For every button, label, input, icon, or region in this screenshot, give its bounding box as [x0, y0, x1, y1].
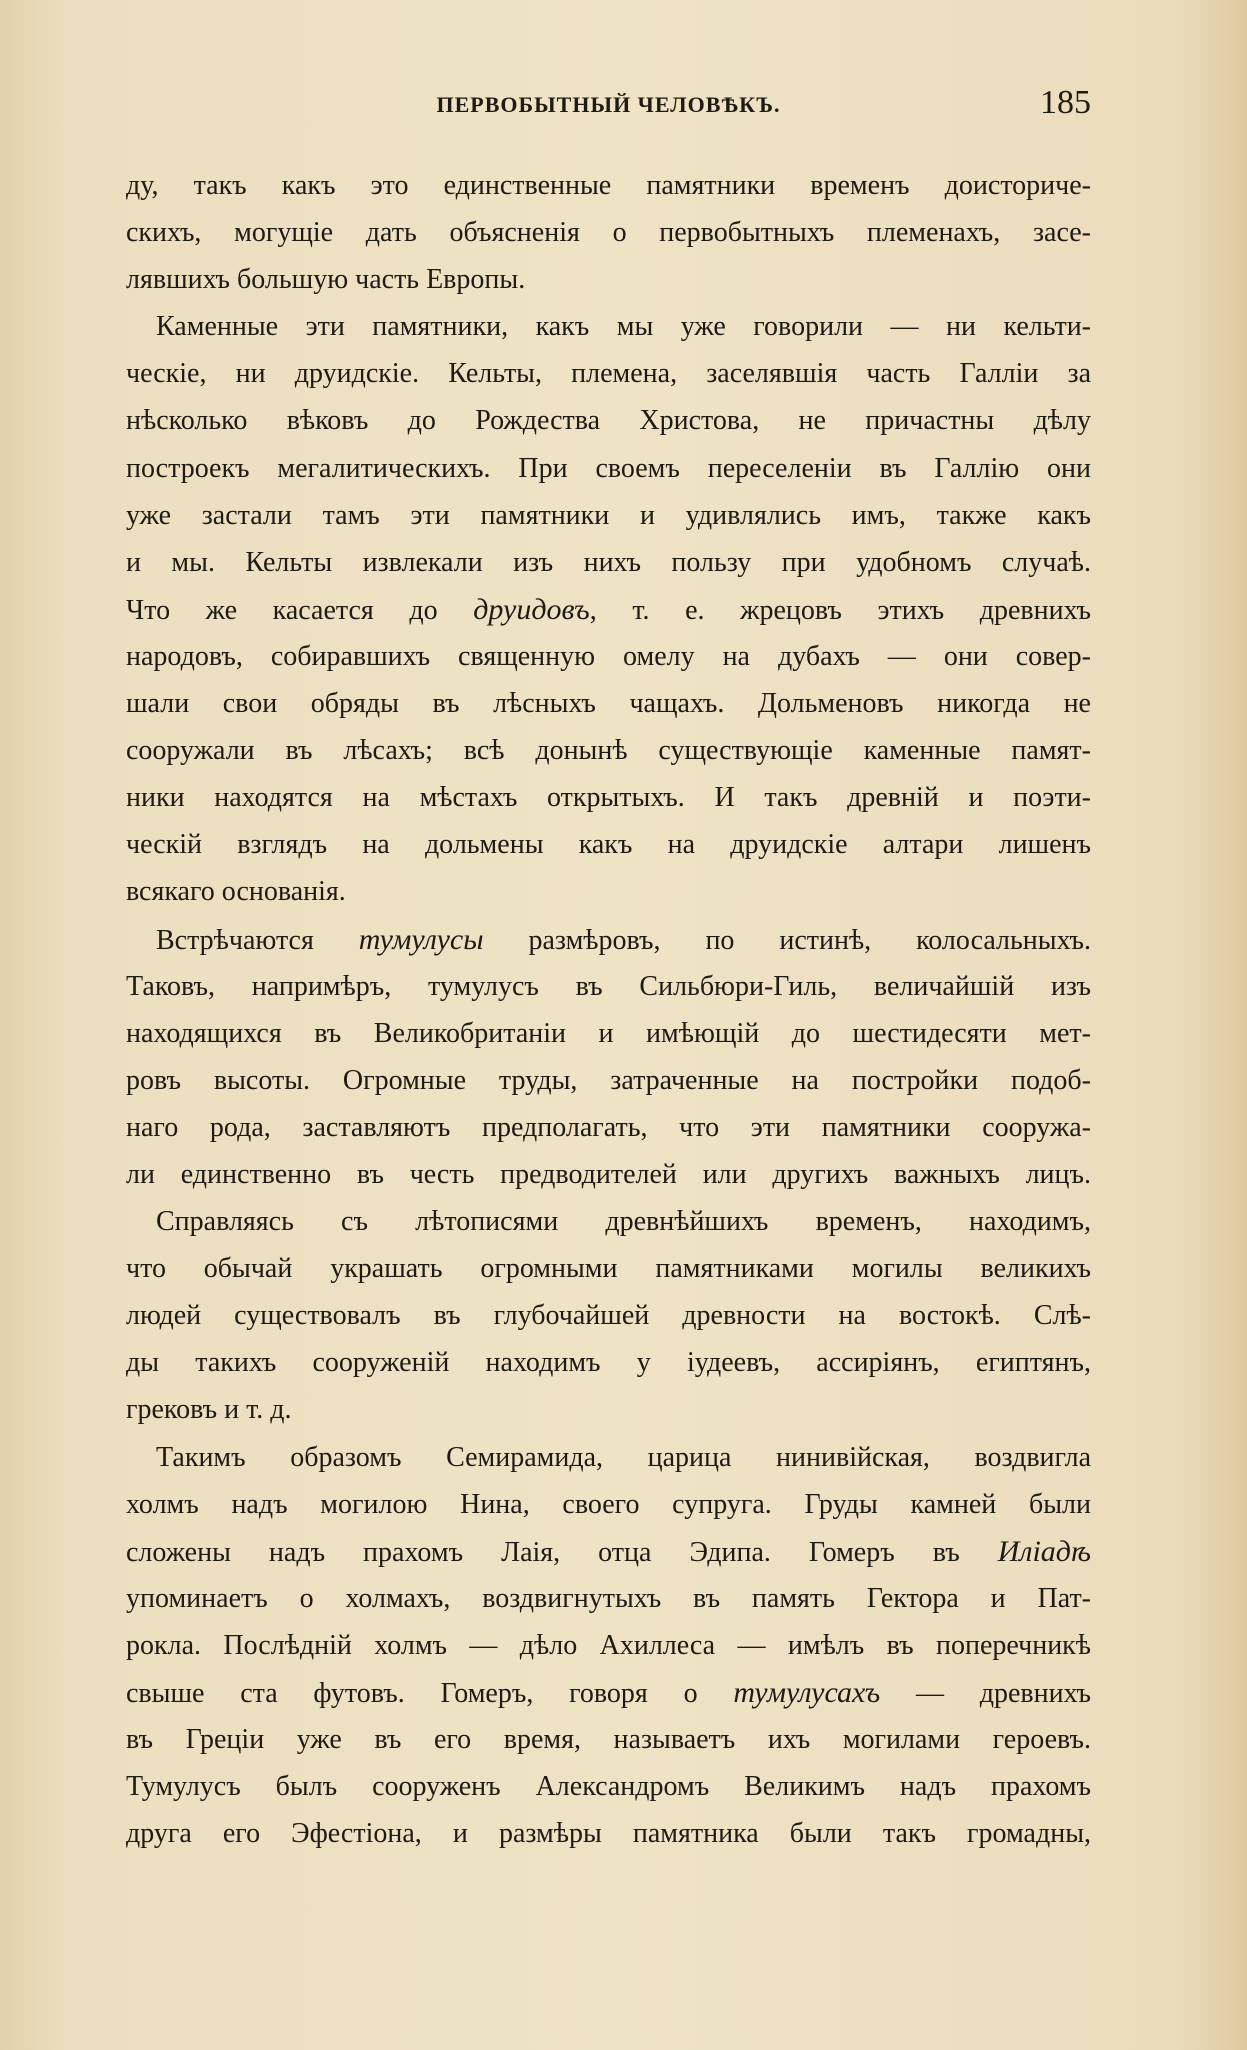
text-line: нѣсколько вѣковъ до Рождества Христова, не причастны дѣлу	[126, 405, 1091, 437]
body-text	[126, 162, 1091, 1857]
running-title: ПЕРВОБЫТНЫЙ ЧЕЛОВѢКЪ.	[436, 92, 781, 117]
text-line	[126, 916, 1091, 963]
text-line: лявшихъ большую часть Европы.	[126, 264, 526, 296]
text-segment: Встрѣчаются	[156, 924, 359, 956]
text-line: наго рода, заставляютъ предполагать, что эти памятники сооружа-	[126, 1111, 1091, 1143]
text-line: ли единственно въ честь предводителей или другихъ важныхъ лицъ.	[126, 1158, 1091, 1190]
text-line: людей существовалъ въ глубочайшей древности на востокѣ. Слѣ-	[126, 1300, 1091, 1332]
text-line: ческій взглядъ на дольмены какъ на друидскіе алтари лишенъ	[126, 829, 1091, 861]
text-line: скихъ, могущіе дать объясненія о первобытныхъ племенахъ, засе-	[126, 217, 1091, 249]
text-line: и мы. Кельты извлекали изъ нихъ пользу при удобномъ случаѣ.	[126, 546, 1091, 578]
italic-term: тумулусахъ	[733, 1676, 881, 1709]
text-line: рокла. Послѣдній холмъ — дѣло Ахиллеса — имѣлъ въ поперечникѣ	[126, 1629, 1091, 1661]
page-header	[126, 82, 1091, 132]
text-line: ды такихъ сооруженій находимъ у іудеевъ, ассиріянъ, египтянъ,	[126, 1347, 1091, 1379]
text-segment: Что же касается до	[126, 594, 474, 626]
text-line: холмъ надъ могилою Нина, своего супруга. Груды камней были	[126, 1488, 1091, 1520]
text-line: Тумулусъ былъ сооруженъ Александромъ Великимъ надъ прахомъ	[126, 1771, 1091, 1803]
text-segment: размѣровъ, по истинѣ, колосальныхъ.	[483, 924, 1091, 956]
text-line: ческіе, ни друидскіе. Кельты, племена, заселявшія часть Галліи за	[126, 358, 1091, 390]
text-segment: свыше ста футовъ. Гомеръ, говоря о	[126, 1678, 734, 1709]
text-line: упоминаетъ о холмахъ, воздвигнутыхъ въ память Гектора и Пат-	[126, 1582, 1091, 1614]
text-line: шали свои обряды въ лѣсныхъ чащахъ. Дольменовъ никогда не	[126, 688, 1091, 720]
text-line: уже застали тамъ эти памятники и удивлялись имъ, также какъ	[126, 499, 1091, 531]
text-line: грековъ и т. д.	[126, 1394, 292, 1426]
text-line: ровъ высоты. Огромные труды, затраченные на постройки подоб-	[126, 1064, 1091, 1096]
italic-term: Иліадѣ	[997, 1534, 1091, 1568]
text-line: всякаго основанія.	[126, 876, 346, 908]
text-segment: — древнихъ	[880, 1678, 1091, 1709]
text-line: въ Греціи уже въ его время, называетъ ихъ могилами героевъ.	[126, 1724, 1091, 1756]
text-line	[126, 586, 1091, 633]
text-line: ники находятся на мѣстахъ открытыхъ. И такъ древній и поэти-	[126, 782, 1091, 814]
text-line: ду, такъ какъ это единственные памятники временъ доисториче-	[126, 170, 1091, 201]
text-line: Справляясь съ лѣтописями древнѣйшихъ временъ, находимъ,	[156, 1206, 1091, 1238]
text-line: народовъ, собиравшихъ священную омелу на дубахъ — они совер-	[126, 640, 1091, 672]
text-line	[126, 1669, 1091, 1716]
text-line	[126, 1528, 1091, 1575]
text-segment: , т. е. жрецовъ этихъ древнихъ	[589, 594, 1091, 626]
text-line: друга его Эфестіона, и размѣры памятника были такъ громадны,	[126, 1818, 1091, 1850]
italic-term: друидовъ	[473, 592, 590, 626]
page-number: 185	[1040, 84, 1091, 121]
text-line: что обычай украшать огромными памятниками могилы великихъ	[126, 1253, 1091, 1285]
italic-term: тумулусы	[358, 922, 484, 956]
text-line: построекъ мегалитическихъ. При своемъ переселеніи въ Галлію они	[126, 452, 1091, 484]
text-line: Такимъ образомъ Семирамида, царица нинивійская, воздвигла	[156, 1441, 1091, 1473]
text-segment: сложены надъ прахомъ Лаія, отца Эдипа. Гомеръ въ	[126, 1536, 998, 1568]
text-line: находящихся въ Великобританіи и имѣющій до шестидесяти мет-	[126, 1017, 1091, 1049]
text-line: Таковъ, напримѣръ, тумулусъ въ Сильбюри-Гиль, величайшій изъ	[126, 970, 1091, 1002]
text-line: Каменные эти памятники, какъ мы уже говорили — ни кельти-	[156, 311, 1091, 343]
text-line: сооружали въ лѣсахъ; всѣ донынѣ существующіе каменные памят-	[126, 735, 1091, 767]
